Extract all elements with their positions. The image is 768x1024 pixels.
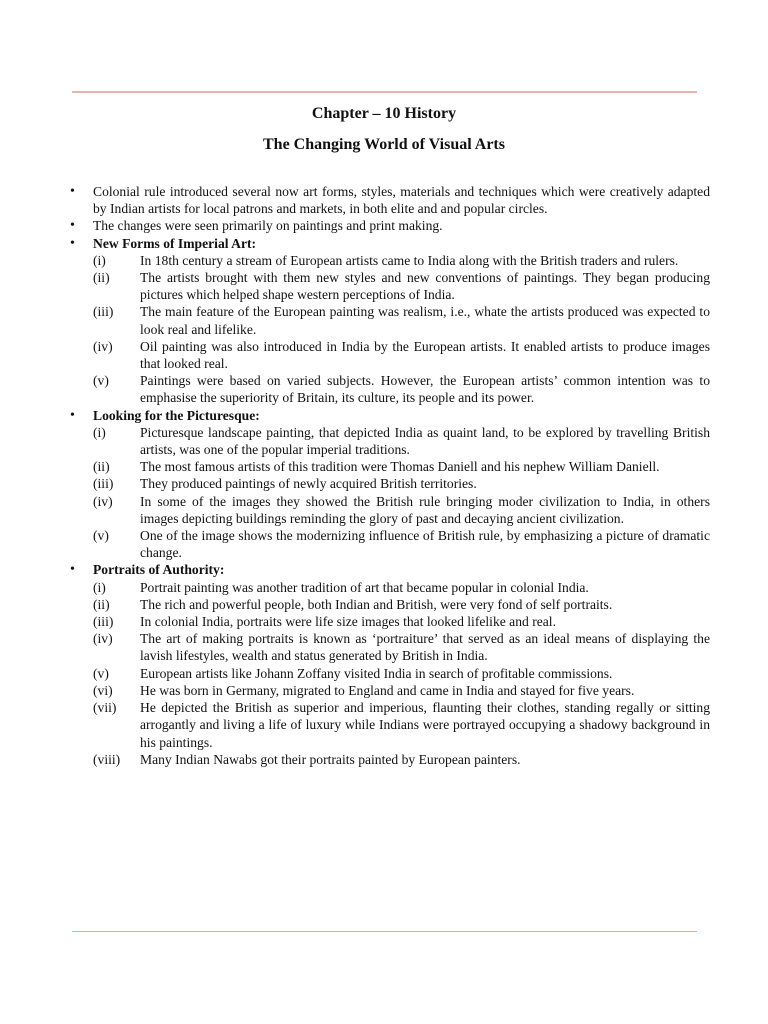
- item-number: (v): [93, 528, 109, 544]
- item-number: (vi): [93, 682, 113, 698]
- sub-item: [93, 458, 710, 475]
- item-number: (ii): [93, 270, 110, 286]
- section-portraits: [70, 561, 710, 767]
- document-body: [70, 183, 710, 768]
- section-heading: • Looking for the Picturesque:: [93, 407, 260, 423]
- top-divider: [72, 91, 697, 93]
- sub-item: [93, 303, 710, 337]
- sub-list: [93, 424, 710, 562]
- sub-item: [93, 596, 710, 613]
- sub-item: [93, 751, 710, 768]
- chapter-heading: Chapter – 10 History: [311, 105, 457, 122]
- item-text: They produced paintings of newly acquired British territories.: [140, 476, 477, 492]
- item-number: (ii): [93, 596, 110, 612]
- bottom-divider: [72, 931, 697, 932]
- item-number: (i): [93, 424, 106, 440]
- sub-item: [93, 665, 710, 682]
- bullet-item: • Colonial rule introduced several now art forms, styles, materials and techniques which were creatively adapted by Indian artists for local patrons and markets, in both elite and and popular circles.: [70, 183, 710, 217]
- sub-item: [93, 269, 710, 303]
- item-number: (iv): [93, 493, 113, 509]
- section-heading: • New Forms of Imperial Art:: [93, 235, 257, 251]
- item-text: He depicted the British as superior and imperious, flaunting their clothes, standing regally or sitting arrogantly and living a life of luxury while Indians were portrayed occupying a shadowy background in his paintings.: [140, 700, 710, 750]
- item-number: (iii): [93, 304, 114, 320]
- bullet-list: [70, 183, 710, 768]
- item-number: (vii): [93, 700, 117, 716]
- bullet-item: • The changes were seen primarily on paintings and print making.: [70, 217, 710, 234]
- item-number: (i): [93, 252, 106, 268]
- item-text: Oil painting was also introduced in India by the European artists. It enabled artists to produce images that looked real.: [140, 338, 710, 372]
- item-number: (iv): [93, 631, 113, 647]
- sub-item: [93, 372, 710, 406]
- item-text: In colonial India, portraits were life size images that looked lifelike and real.: [140, 614, 556, 630]
- item-text: The rich and powerful people, both Indian and British, were very fond of self portraits.: [140, 596, 613, 612]
- sub-item: [93, 475, 710, 492]
- page-header: [0, 103, 768, 156]
- item-text: The most famous artists of this tradition were Thomas Daniell and his nephew William Daniell.: [140, 459, 660, 475]
- page-title: The Changing World of Visual Arts: [263, 136, 505, 153]
- sub-item: [93, 424, 710, 458]
- item-text: In some of the images they showed the British rule bringing moder civilization to India, in others images depicting buildings reminding the glory of past and decaying ancient civilization.: [140, 493, 710, 526]
- section-heading: • Portraits of Authority:: [93, 562, 225, 578]
- item-number: (v): [93, 665, 109, 681]
- sub-item: [93, 613, 710, 630]
- item-number: (iii): [93, 614, 114, 630]
- sub-item: [93, 699, 710, 751]
- item-text: Paintings were based on varied subjects. However, the European artists’ common intention was to emphasise the superiority of Britain, its culture, its people and its power.: [140, 373, 710, 406]
- item-text: The main feature of the European painting was realism, i.e., whate the artists produced was expected to look real and lifelike.: [140, 304, 710, 337]
- sub-list: [93, 579, 710, 768]
- item-number: (v): [93, 373, 109, 389]
- item-text: Many Indian Nawabs got their portraits painted by European painters.: [140, 751, 521, 767]
- sub-list: [93, 252, 710, 407]
- sub-item: [93, 527, 710, 561]
- item-text: The artists brought with them new styles and new conventions of paintings. They began producing pictures which helped shape western perceptions of India.: [140, 270, 710, 303]
- sub-item: [93, 252, 710, 269]
- sub-item: [93, 493, 710, 527]
- item-text: Portrait painting was another tradition of art that became popular in colonial India.: [140, 579, 589, 595]
- item-text: European artists like Johann Zoffany visited India in search of profitable commissions.: [140, 665, 613, 681]
- item-number: (ii): [93, 459, 110, 475]
- item-text: The art of making portraits is known as ‘portraiture’ that served as an ideal means of displaying the lavish lifestyles, wealth and status generated by British in India.: [140, 631, 710, 664]
- item-text: Picturesque landscape painting, that depicted India as quaint land, to be explored by travelling British artists, was one of the popular imperial traditions.: [140, 424, 710, 458]
- item-text: In 18th century a stream of European artists came to India along with the British traders and rulers.: [140, 252, 679, 268]
- item-number: (i): [93, 579, 106, 595]
- section-new-forms: [70, 235, 710, 407]
- item-number: (iv): [93, 338, 113, 354]
- item-number: (iii): [93, 476, 114, 492]
- sub-item: [93, 682, 710, 699]
- section-picturesque: [70, 407, 710, 562]
- sub-item: [93, 338, 710, 372]
- item-text: He was born in Germany, migrated to England and came in India and stayed for five years.: [140, 682, 635, 698]
- sub-item: [93, 630, 710, 664]
- item-number: (viii): [93, 751, 121, 767]
- sub-item: [93, 579, 710, 596]
- item-text: One of the image shows the modernizing influence of British rule, by emphasizing a picture of dramatic change.: [140, 528, 710, 561]
